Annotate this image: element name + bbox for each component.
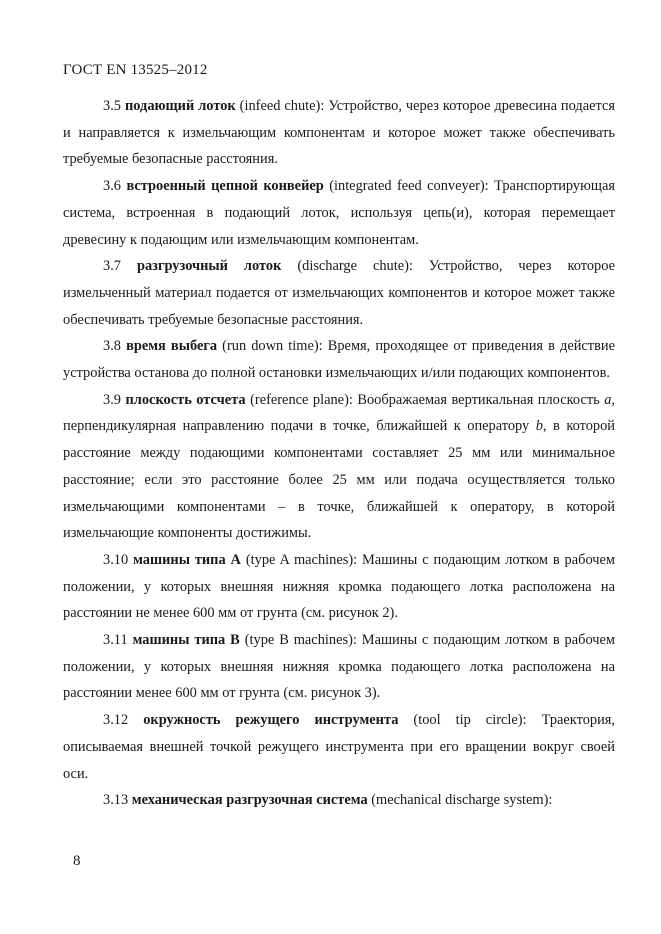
- term-english: (infeed chute):: [239, 98, 325, 114]
- term-english: (tool tip circle):: [413, 712, 527, 729]
- clause-number: 3.7: [103, 258, 121, 275]
- term: механическая разгрузочная система: [131, 792, 368, 809]
- definition-text: , в которой расстояние между подающими компонентами составляет 25 мм или минимальное расстояние; если это расстояние более 25 мм или подача осуществляется только измельчающими компонентами – в точке, ближайшей к оператору, в которой измельчающие компоненты достижимы.: [63, 418, 615, 542]
- document-header: ГОСТ EN 13525–2012: [63, 62, 208, 78]
- definition-3-5: [63, 93, 615, 173]
- clause-number: 3.11: [103, 632, 128, 649]
- clause-number: 3.9: [103, 391, 121, 408]
- clause-number: 3.8: [103, 338, 121, 355]
- term-english: (type B machines):: [244, 632, 357, 649]
- term: машины типа В: [132, 632, 240, 649]
- definition-text: Транспортирующая система, встроенная в подающий лоток, используя цепь(и), которая перемещает древесину к подающим или измельчающим компонентам.: [63, 178, 615, 248]
- definition-3-9: [63, 387, 615, 547]
- variable-a: a: [604, 391, 612, 408]
- clause-number: 3.6: [103, 178, 121, 195]
- term-english: (integrated feed conveyer):: [329, 178, 489, 195]
- definition-3-7: [63, 253, 615, 333]
- clause-number: 3.5: [103, 98, 121, 114]
- definition-3-11: [63, 627, 615, 707]
- term: встроенный цепной конвейер: [126, 178, 324, 195]
- term-english: (type A machines):: [245, 551, 358, 568]
- document-body: [63, 93, 615, 814]
- term: плоскость отсчета: [125, 391, 246, 408]
- definition-3-6: [63, 173, 615, 253]
- definition-text: Устройство, через которое древесина подается и направляется к измельчающим компонентам и которое может также обеспечивать требуемые безопасные расстояния.: [63, 98, 615, 168]
- term: время выбега: [126, 338, 218, 355]
- definition-3-12: [63, 707, 615, 787]
- term: подающий лоток: [124, 98, 236, 114]
- definition-text: Машины с подающим лотком в рабочем положении, у которых внешняя нижняя кромка подающего лотка расположена на расстоянии не менее 600 мм от грунта (см. рисунок 2).: [63, 551, 615, 622]
- clause-number: 3.10: [103, 551, 129, 568]
- term-english: (discharge chute):: [297, 258, 413, 275]
- definition-3-13: [63, 787, 615, 814]
- definition-text: Траектория, описываемая внешней точкой режущего инструмента при его вращении вокруг своей оси.: [63, 712, 615, 782]
- clause-number: 3.13: [103, 792, 129, 809]
- definition-3-8: [63, 333, 615, 386]
- term-english: (mechanical discharge system):: [371, 792, 553, 809]
- term-english: (run down time):: [222, 338, 323, 355]
- clause-number: 3.12: [103, 712, 129, 729]
- term: окружность режущего инструмента: [143, 712, 399, 729]
- definition-text: , перпендикулярная направлению подачи в точке, ближайшей к оператору: [63, 391, 615, 435]
- page-number: 8: [73, 853, 81, 869]
- definition-text: Воображаемая вертикальная плоскость: [357, 391, 600, 408]
- definition-text: Машины с подающим лотком в рабочем положении, у которых внешняя нижняя кромка подающего лотка расположена на расстоянии менее 600 мм от грунта (см. рисунок 3).: [63, 632, 615, 702]
- term: разгрузочный лоток: [136, 258, 282, 275]
- definition-text: Устройство, через которое измельченный материал подается от измельчающих компонентов и которое может также обеспечивать требуемые безопасные расстояния.: [63, 258, 615, 328]
- term-english: (reference plane):: [250, 391, 353, 408]
- term: машины типа А: [133, 551, 241, 568]
- definition-3-10: [63, 547, 615, 627]
- variable-b: b: [535, 418, 543, 435]
- definition-text: Время, проходящее от приведения в действие устройства останова до полной остановки измельчающих и/или подающих компонентов.: [63, 338, 615, 382]
